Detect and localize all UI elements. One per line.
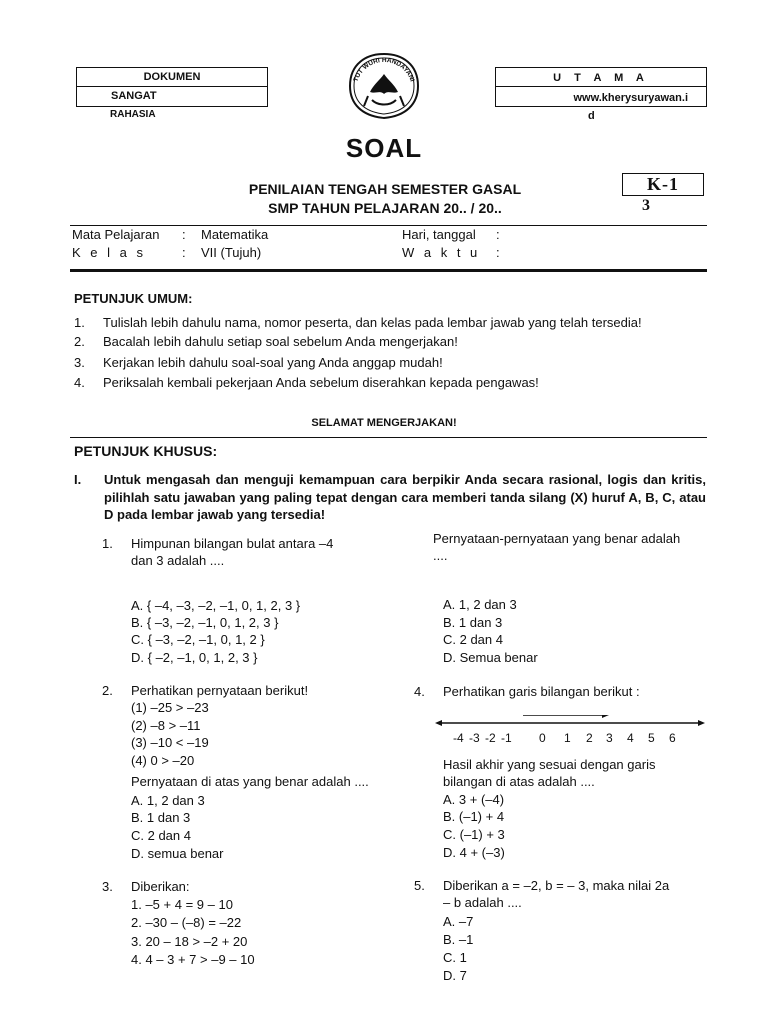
option: D. 4 + (–3) [443, 845, 505, 860]
divider-thick [70, 269, 707, 272]
exam-title: PENILAIAN TENGAH SEMESTER GASAL [248, 181, 522, 197]
question-text: Pernyataan-pernyataan yang benar adalah [433, 531, 681, 546]
instruction-num: 4. [74, 375, 85, 390]
question-text: – b adalah .... [443, 895, 522, 910]
statement: (2) –8 > –11 [131, 718, 201, 733]
question-text: Himpunan bilangan bulat antara –4 [131, 536, 334, 551]
instruction-text: Kerjakan lebih dahulu soal-soal yang Anda anggap mudah! [103, 355, 443, 370]
option: C. 1 [443, 950, 467, 965]
tick-label: -4 [453, 731, 464, 745]
tick-label: 0 [539, 731, 546, 745]
kelas-sep: : [182, 245, 186, 260]
tick-label: 2 [586, 731, 593, 745]
tut-wuri-handayani-logo [342, 50, 426, 122]
special-instructions [74, 471, 706, 524]
question-text: bilangan di atas adalah .... [443, 774, 595, 789]
hari-label: Hari, tanggal [402, 227, 476, 242]
option: A. 1, 2 dan 3 [443, 597, 517, 612]
tick-label: 3 [606, 731, 613, 745]
option: C. 2 dan 4 [443, 632, 503, 647]
mapel-label: Mata Pelajaran [72, 227, 160, 242]
statement: (3) –10 < –19 [131, 735, 209, 750]
doc-line3: RAHASIA [110, 109, 156, 120]
statement: 3. 20 – 18 > –2 + 20 [131, 934, 248, 949]
utama-label: U T A M A [496, 68, 706, 87]
question-text: Diberikan: [131, 879, 190, 894]
mapel-sep: : [182, 227, 186, 242]
general-instructions-heading: PETUNJUK UMUM: [74, 291, 193, 306]
instruction-num: 2. [74, 334, 85, 349]
question-text: Diberikan a = –2, b = – 3, maka nilai 2a [443, 878, 670, 893]
tick-label: 1 [564, 731, 571, 745]
option: D. semua benar [131, 846, 224, 861]
good-luck-text: SELAMAT MENGERJAKAN! [311, 417, 457, 429]
page-title: SOAL [345, 133, 423, 163]
statement: 2. –30 – (–8) = –22 [131, 915, 242, 930]
statement: 4. 4 – 3 + 7 > –9 – 10 [131, 952, 255, 967]
option: C. (–1) + 3 [443, 827, 505, 842]
option: D. 7 [443, 968, 467, 983]
question-number: 2. [102, 683, 113, 698]
statement: (1) –25 > –23 [131, 700, 209, 715]
instruction-num: 1. [74, 315, 85, 330]
hari-sep: : [496, 227, 500, 242]
question-number: 3. [102, 879, 113, 894]
exam-year: SMP TAHUN PELAJARAN 20.. / 20.. [268, 200, 502, 216]
tick-label: -2 [485, 731, 496, 745]
question-text: Pernyataan di atas yang benar adalah .... [131, 774, 369, 789]
instruction-text: Bacalah lebih dahulu setiap soal sebelum Anda mengerjakan! [103, 334, 458, 349]
divider [70, 437, 707, 438]
instruction-num: 3. [74, 355, 85, 370]
question-text: Hasil akhir yang sesuai dengan garis [443, 757, 656, 772]
waktu-label: W a k t u [402, 245, 481, 260]
question-text: dan 3 adalah .... [131, 553, 225, 568]
question-number: 1. [102, 536, 113, 551]
special-instructions-heading: PETUNJUK KHUSUS: [74, 443, 218, 459]
tick-label: -3 [469, 731, 480, 745]
option: B. 1 dan 3 [131, 810, 191, 825]
instruction-text: Periksalah kembali pekerjaan Anda sebelum diserahkan kepada pengawas! [103, 375, 539, 390]
exam-code-box: K-1 [622, 173, 704, 196]
option: A. { –4, –3, –2, –1, 0, 1, 2, 3 } [131, 598, 301, 613]
option: C. 2 dan 4 [131, 828, 191, 843]
tick-label: 5 [648, 731, 655, 745]
question-text: .... [433, 548, 448, 563]
utama-box [495, 67, 707, 107]
option: B. 1 dan 3 [443, 615, 503, 630]
option: B. –1 [443, 932, 474, 947]
option: B. { –3, –2, –1, 0, 1, 2, 3 } [131, 615, 279, 630]
kelas-value: VII (Tujuh) [201, 245, 262, 260]
waktu-sep: : [496, 245, 500, 260]
option: A. 1, 2 dan 3 [131, 793, 205, 808]
option: C. { –3, –2, –1, 0, 1, 2 } [131, 632, 265, 647]
option: D. { –2, –1, 0, 1, 2, 3 } [131, 650, 258, 665]
divider [70, 225, 707, 226]
option: A. 3 + (–4) [443, 792, 505, 807]
instruction-text: Tulislah lebih dahulu nama, nomor peserta, dan kelas pada lembar jawab yang telah tersedia! [103, 315, 642, 330]
doc-line1: DOKUMEN [77, 68, 267, 87]
section-roman: I. [74, 472, 82, 487]
tick-label: 4 [627, 731, 634, 745]
mapel-value: Matematika [201, 227, 269, 242]
doc-line2: SANGAT [111, 90, 157, 102]
question-text: Perhatikan garis bilangan berikut : [443, 684, 640, 699]
statement: 1. –5 + 4 = 9 – 10 [131, 897, 233, 912]
website-url: www.kherysuryawan.i [573, 92, 688, 104]
question-text: Perhatikan pernyataan berikut! [131, 683, 309, 698]
option: D. Semua benar [443, 650, 538, 665]
exam-code-suffix: 3 [642, 197, 650, 214]
option: B. (–1) + 4 [443, 809, 505, 824]
kelas-label: K e l a s [72, 245, 146, 260]
tick-label: 6 [669, 731, 676, 745]
instruction-paragraph: Untuk mengasah dan menguji kemampuan cara berpikir Anda secara rasional, logis dan kritis, pilihlah satu jawaban yang paling tepat dengan cara memberi tanda silang (X) huruf A, B, C, atau D pada lembar jawab yang tersedia! [104, 472, 706, 522]
logo-text: TUT WURI HANDAYANI [352, 56, 416, 83]
website-url-cont: d [588, 110, 595, 122]
question-number: 4. [414, 684, 425, 699]
question-number: 5. [414, 878, 425, 893]
document-classification-box [76, 67, 268, 107]
tick-label: -1 [501, 731, 512, 745]
option: A. –7 [443, 914, 474, 929]
statement: (4) 0 > –20 [131, 753, 195, 768]
